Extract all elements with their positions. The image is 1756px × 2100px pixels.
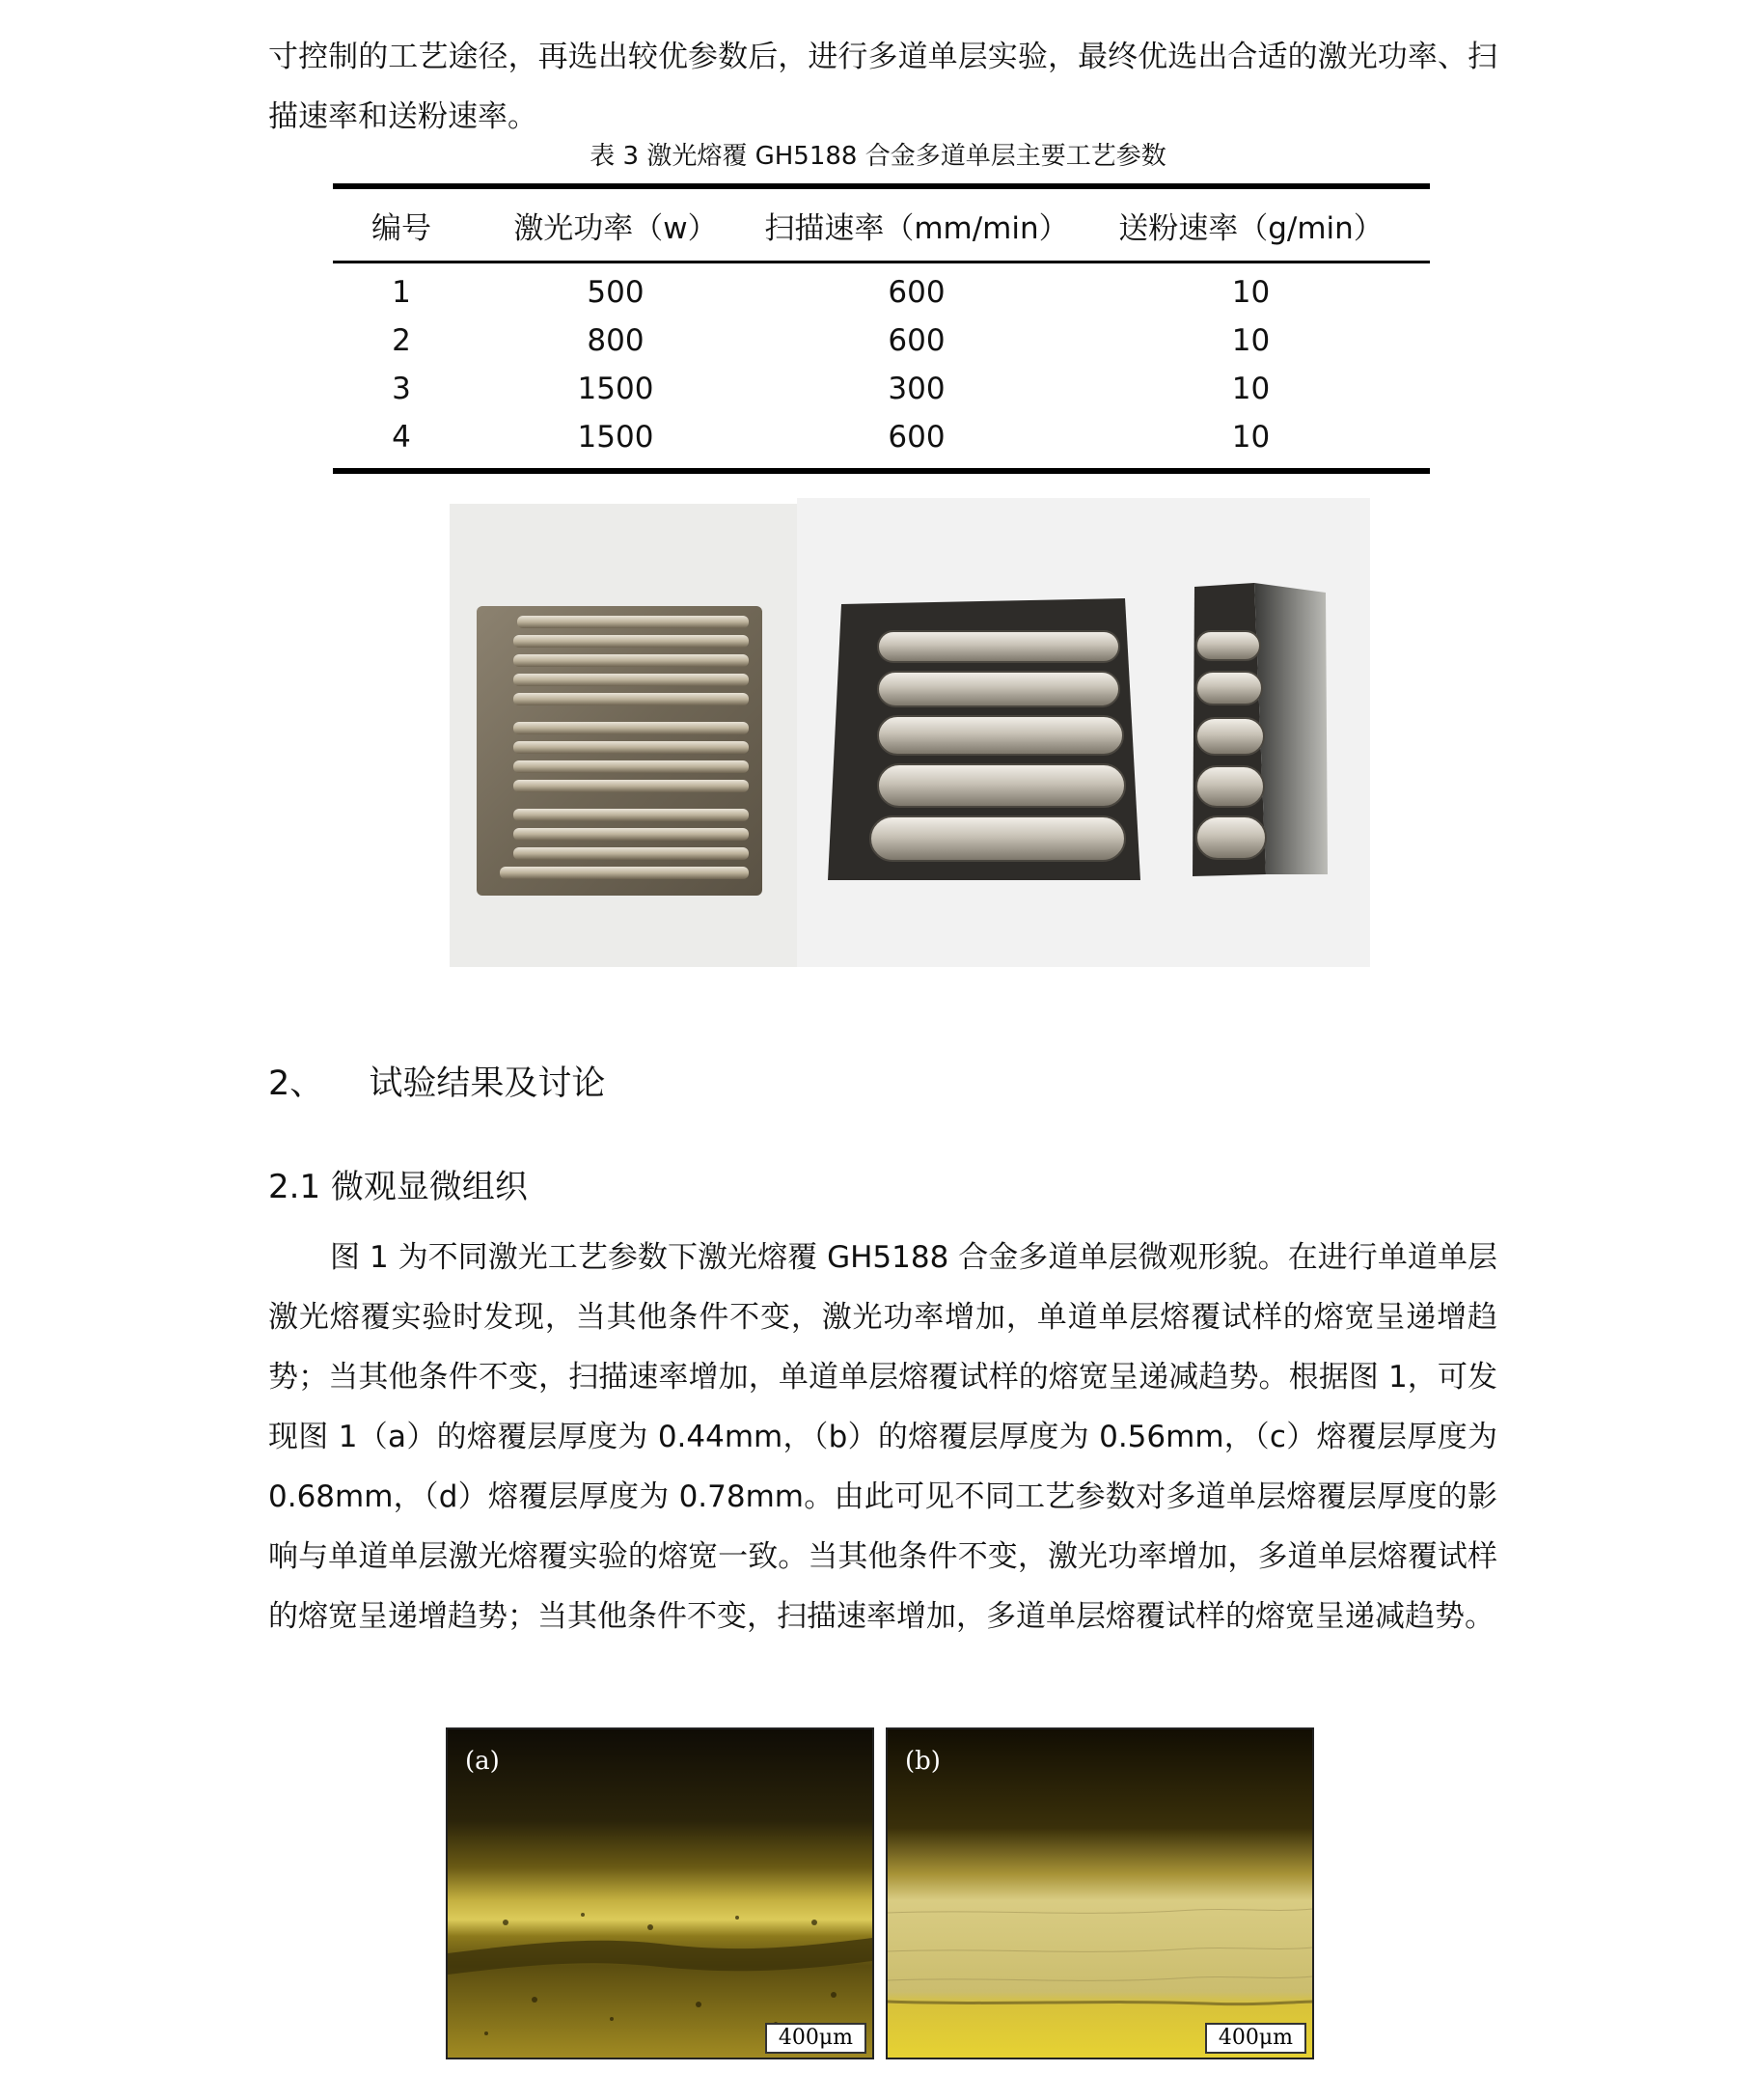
cross-section-blocks-illustration: [797, 498, 1370, 967]
cell-laser-power: 800: [587, 323, 645, 358]
sample-photo-right: [797, 498, 1370, 967]
section-number: 2、: [268, 1064, 324, 1103]
cell-powder-feed: 10: [1231, 275, 1271, 310]
scale-bar-a: 400μm: [765, 2023, 866, 2054]
table-header-row: [333, 186, 1430, 262]
cell-id: 2: [392, 323, 411, 358]
sample-photo-left: [450, 504, 797, 967]
subsection-heading: 2.1 微观显微组织: [268, 1168, 528, 1206]
cell-scan-speed: 600: [888, 420, 946, 455]
cell-powder-feed: 10: [1231, 420, 1271, 455]
section-heading: [268, 1060, 605, 1108]
cell-laser-power: 1500: [577, 372, 654, 406]
intro-paragraph: 寸控制的工艺途径，再选出较优参数后，进行多道单层实验，最终优选出合适的激光功率、扫描速率和送粉速率。: [268, 40, 1497, 134]
header-scan-speed: 扫描速率（mm/min）: [761, 186, 1072, 262]
micrograph-a: [446, 1727, 874, 2059]
table-row: [333, 413, 1430, 471]
micrograph-b-texture: [888, 1729, 1312, 2058]
scale-bar-b: 400μm: [1205, 2023, 1306, 2054]
panel-label-a: (a): [465, 1747, 500, 1776]
table-caption: 表 3 激光熔覆 GH5188 合金多道单层主要工艺参数: [590, 142, 1166, 171]
table-row: [333, 317, 1430, 365]
cell-id: 4: [392, 420, 411, 455]
cell-laser-power: 1500: [577, 420, 654, 455]
cell-powder-feed: 10: [1231, 372, 1271, 406]
sample-plate-illustration: [450, 504, 797, 967]
cell-powder-feed: 10: [1231, 323, 1271, 358]
cell-laser-power: 500: [587, 275, 645, 310]
header-id: 编号: [333, 186, 470, 262]
cell-id: 3: [392, 372, 411, 406]
micrograph-a-texture: [448, 1729, 872, 2058]
cell-scan-speed: 600: [888, 275, 946, 310]
panel-label-b: (b): [905, 1747, 941, 1776]
body-paragraph: 图 1 为不同激光工艺参数下激光熔覆 GH5188 合金多道单层微观形貌。在进行单道单层激光熔覆实验时发现，当其他条件不变，激光功率增加，单道单层熔覆试样的熔宽呈递增趋势；当其他条件不变，扫描速率增加，单道单层熔覆试样的熔宽呈递减趋势。根据图 1，可发现图 1（a）的熔覆层厚度为 0.44mm，（b）的熔覆层厚度为 0.56mm，（c）熔覆层厚度为 0.68mm，（d）熔覆层厚度为 0.78mm。由此可见不同工艺参数对多道单层熔覆层厚度的影响与单道单层激光熔覆实验的熔宽一致。当其他条件不变，激光功率增加，多道单层熔覆试样的熔宽呈递增趋势；当其他条件不变，扫描速率增加，多道单层熔覆试样的熔宽呈递减趋势。: [268, 1240, 1497, 1634]
cell-scan-speed: 600: [888, 323, 946, 358]
section-title: 试验结果及讨论: [369, 1064, 606, 1103]
cell-id: 1: [392, 275, 411, 310]
header-powder-feed: 送粉速率（g/min）: [1072, 186, 1430, 262]
table-row: [333, 262, 1430, 318]
cell-scan-speed: 300: [888, 372, 946, 406]
micrograph-b: [886, 1727, 1314, 2059]
header-laser-power: 激光功率（w）: [470, 186, 761, 262]
table-row: [333, 365, 1430, 413]
process-parameters-table: [333, 183, 1430, 474]
